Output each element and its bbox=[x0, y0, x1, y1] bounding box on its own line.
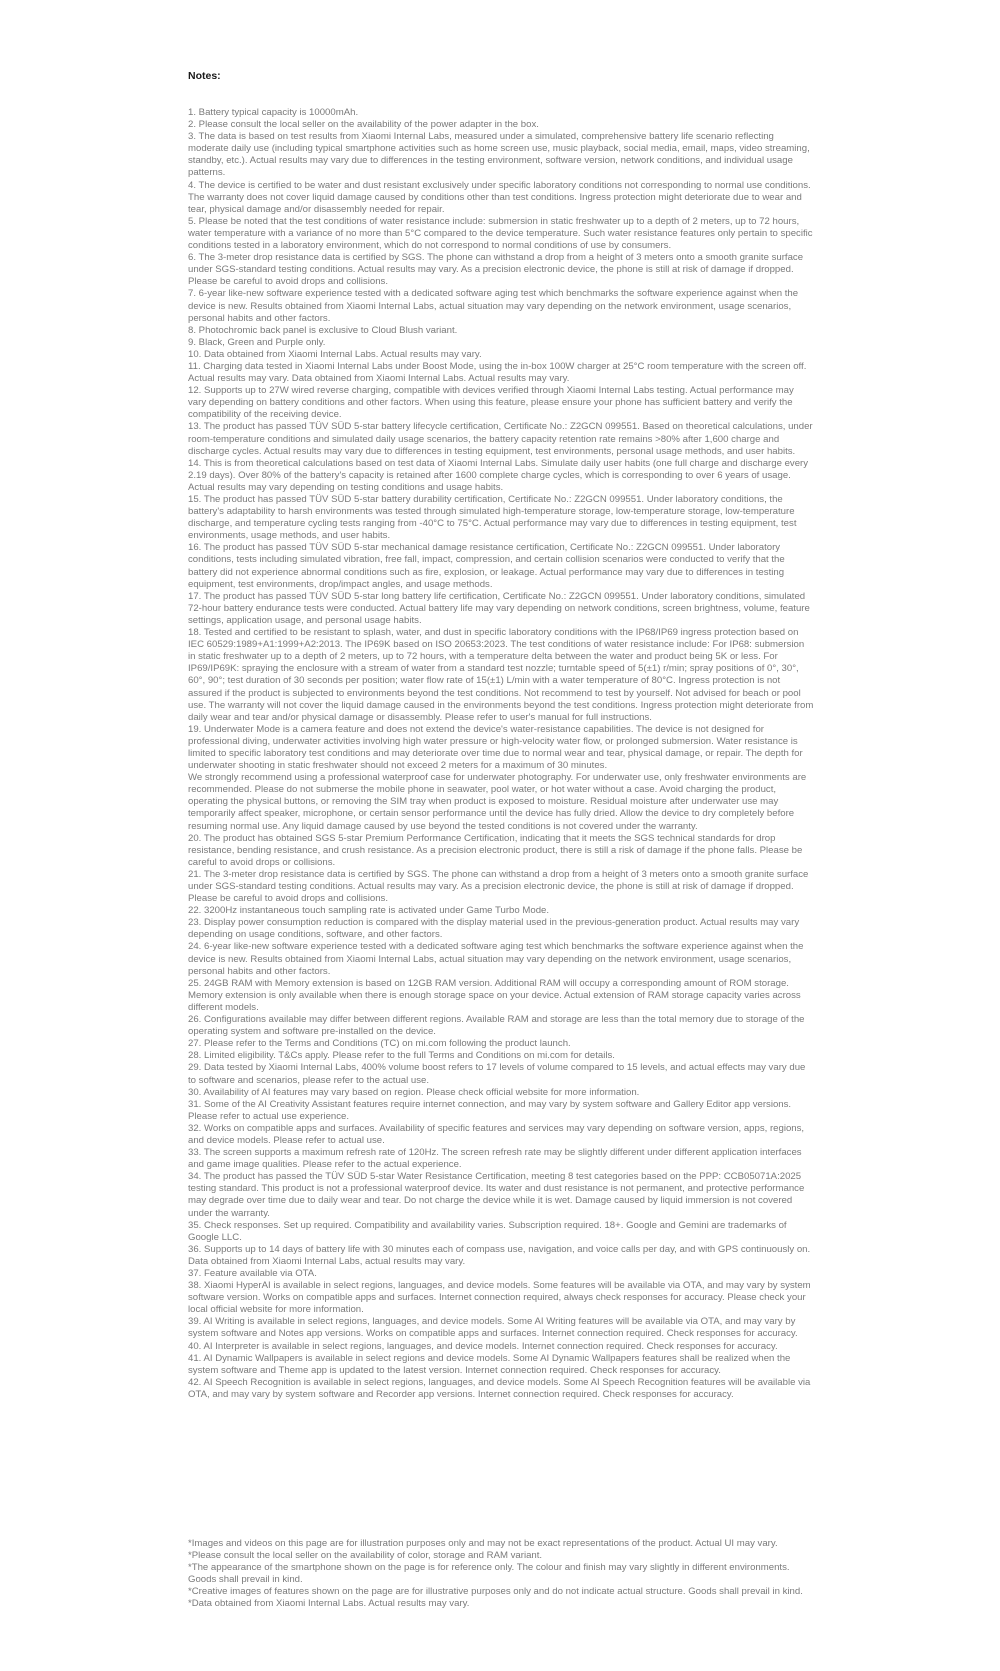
disclaimer-item: *Data obtained from Xiaomi Internal Labs. Actual results may vary. bbox=[188, 1598, 470, 1610]
note-item: 33. The screen supports a maximum refresh rate of 120Hz. The screen refresh rate may be slightly different under different application interfaces and game image qualities. Please refer to the actual experience. bbox=[188, 1147, 802, 1171]
note-item: 35. Check responses. Set up required. Compatibility and availability varies. Subscription required. 18+. Google and Gemini are trademarks of Google LLC. bbox=[188, 1219, 787, 1243]
note-item: 16. The product has passed TÜV SÜD 5-star mechanical damage resistance certification, Certificate No.: Z2GCN 099551. Under laboratory conditions, tests including simulated vibration, free fall, impact, compression, and certain collision scenarios were conducted to verify that the battery did not experience abnormal conditions such as fire, explosion, or leakage. Actual performance may vary due to differences in testing equipment, test environments, drop/impact angles, and usage methods. bbox=[188, 542, 785, 590]
note-item: 25. 24GB RAM with Memory extension is based on 12GB RAM version. Additional RAM will occupy a corresponding amount of ROM storage. Memory extension is only available when there is enough storage space on your device. Actual extension of RAM storage capacity varies across different models. bbox=[188, 977, 801, 1013]
note-item: 30. Availability of AI features may vary based on region. Please check official website for more information. bbox=[188, 1086, 640, 1098]
note-item: 9. Black, Green and Purple only. bbox=[188, 336, 326, 348]
note-item: 5. Please be noted that the test conditions of water resistance include: submersion in static freshwater up to a depth of 2 meters, up to 72 hours, water temperature with a variance of no more than 5°C compared to the device temperature. Such water resistance features only pertain to specific conditions tested in a laboratory environment, which do not correspond to normal conditions of use by consumers. bbox=[188, 215, 813, 252]
note-item: 38. Xiaomi HyperAI is available in select regions, languages, and device models. Some features will be available via OTA, and may vary by system software version. Works on compatible apps and surfaces. Internet connection required, always check responses for accuracy. Please check your local official website for more information. bbox=[188, 1280, 811, 1316]
note-item: 4. The device is certified to be water and dust resistant exclusively under specific laboratory conditions not corresponding to normal use conditions. The warranty does not cover liquid damage caused by conditions other than test conditions. Ingress protection might deteriorate due to wear and tear, physical damage and/or disassembly needed for repair. bbox=[188, 179, 811, 215]
note-item: 24. 6-year like-new software experience tested with a dedicated software aging test which benchmarks the software experience against when the device is new. Results obtained from Xiaomi Internal Labs, actual situation may vary depending on the network environment, usage scenarios, personal habits and other factors. bbox=[188, 941, 804, 977]
note-item: 17. The product has passed TÜV SÜD 5-star long battery life certification, Certificate No.: Z2GCN 099551. Under laboratory conditions, simulated 72-hour battery endurance tests were conducted. Actual battery life may vary depending on network conditions, screen brightness, volume, feature settings, application usage, and personal usage habits. bbox=[188, 590, 810, 626]
note-item: 14. This is from theoretical calculations based on test data of Xiaomi Internal Labs. Simulate daily user habits (one full charge and discharge every 2.19 days). Over 80% of the battery's capacity is retained after 1600 complete charge cycles, which is corresponding to over 6 years of usage. Actual results may vary depending on testing conditions and usage habits. bbox=[188, 457, 809, 493]
disclaimer-item: *The appearance of the smartphone shown on the page is for reference only. The colour and finish may vary slightly in different environments. Goods shall prevail in kind. bbox=[188, 1562, 790, 1586]
note-item: 11. Charging data tested in Xiaomi Internal Labs under Boost Mode, using the in-box 100W charger at 25°C room temperature with the screen off. Actual results may vary. Data obtained from Xiaomi Internal Labs. Actual results may vary. bbox=[188, 360, 807, 385]
note-item: 15. The product has passed TÜV SÜD 5-star battery durability certification, Certificate No.: Z2GCN 099551. Under laboratory conditions, the battery's adaptability to harsh environments was tested through simulated high-temperature storage, low-temperature storage, low-temperature discharge, and temperature cycling tests ranging from -40°C to 75°C. Actual performance may vary due to differences in testing equipment, test environments, usage methods, and user habits. bbox=[188, 494, 797, 542]
note-item: 19. Underwater Mode is a camera feature and does not extend the device's water-resistance capabilities. The device is not designed for professional diving, underwater activities involving high water pressure or high-velocity water flow, or prolonged submersion. Water resistance is limited to specific laboratory test conditions and may deteriorate over time due to normal wear and tear, physical damage, or repair. The depth for underwater shooting in static freshwater should not exceed 2 meters for a maximum of 30 minutes. bbox=[188, 723, 803, 772]
disclaimers-section bbox=[188, 1538, 814, 1611]
note-item: 32. Works on compatible apps and surfaces. Availability of specific features and services may vary depending on software version, apps, regions, and device models. Please refer to actual use. bbox=[188, 1122, 805, 1146]
note-item: 28. Limited eligibility. T&Cs apply. Please refer to the full Terms and Conditions on mi.com for details. bbox=[188, 1050, 615, 1062]
note-item: We strongly recommend using a professional waterproof case for underwater photography. For underwater use, only freshwater environments are recommended. Please do not submerse the mobile phone in seawater, pool water, or hot water without a case. Avoid charging the product, operating the physical buttons, or removing the SIM tray when product is exposed to moisture. Residual moisture after underwater use may temporarily affect speaker, microphone, or certain sensor performance until the device has fully dried. Allow the device to dry completely before resuming normal use. Any liquid damage caused by use beyond the tested conditions is not covered under the warranty. bbox=[188, 772, 807, 832]
note-item: 27. Please refer to the Terms and Conditions (TC) on mi.com following the product launch. bbox=[188, 1038, 571, 1050]
note-item: 18. Tested and certified to be resistant to splash, water, and dust in specific laboratory conditions with the IP68/IP69 ingress protection based on IEC 60529:1989+A1:1999+A2:2013. The IP69K based on ISO 20653:2023. The test conditions of water resistance include: For IP68: submersion in static freshwater up to a depth of 2 meters, up to 72 hours, with a temperature delta between the water and product being 5K or less. For IP69/IP69K: spraying the enclosure with a stream of water from a standard test nozzle; turntable speed of 5(±1) r/min; spray positions of 0°, 30°, 60°, 90°; test duration of 30 seconds per position; water flow rate of 15(±1) L/min with a water temperature of 80°C. Ingress protection is not assured if the product is subjected to environments beyond the test conditions. Not recommend to test by yourself. Not advised for beach or pool use. The warranty will not cover the liquid damage caused in the environments beyond the test conditions. Ingress protection might deteriorate from daily wear and tear and/or physical damage or disassembly. Please refer to user's manual for full instructions. bbox=[188, 627, 814, 723]
note-item: 23. Display power consumption reduction is compared with the display material used in the previous-generation product. Actual results may vary depending on usage conditions, software, and other factors. bbox=[188, 917, 800, 941]
note-item: 22. 3200Hz instantaneous touch sampling rate is activated under Game Turbo Mode. bbox=[188, 905, 550, 917]
disclaimer-item: *Please consult the local seller on the availability of color, storage and RAM variant. bbox=[188, 1550, 543, 1562]
note-item: 3. The data is based on test results from Xiaomi Internal Labs, measured under a simulated, comprehensive battery life scenario reflecting moderate daily use (including typical smartphone activities such as home screen use, music playback, social media, email, maps, video streaming, standby, etc.). Actual results may vary due to differences in the testing environment, software version, network conditions, and individual usage patterns. bbox=[188, 131, 810, 179]
notes-title: Notes: bbox=[188, 70, 221, 82]
note-item: 2. Please consult the local seller on the availability of the power adapter in the box. bbox=[188, 119, 539, 131]
note-item: 8. Photochromic back panel is exclusive to Cloud Blush variant. bbox=[188, 324, 458, 336]
note-item: 40. AI Interpreter is available in select regions, languages, and device models. Internet connection required. Check responses for accuracy. bbox=[188, 1340, 778, 1352]
note-item: 26. Configurations available may differ between different regions. Available RAM and storage are less than the total memory due to storage of the operating system and software pre-installed on the device. bbox=[188, 1014, 805, 1038]
note-item: 39. AI Writing is available in select regions, languages, and device models. Some AI Writing features will be available via OTA, and may vary by system software and Notes app versions. Works on compatible apps and surfaces. Internet connection required. Check responses for accuracy. bbox=[188, 1316, 798, 1340]
note-item: 34. The product has passed the TÜV SÜD 5-star Water Resistance Certification, meeting 8 test categories based on the PPP: CCB05071A:2025 testing standard. This product is not a professional waterproof device. Its water and dust resistance is not permanent, and protective performance may degrade over time due to daily wear and tear. Do not charge the device while it is wet. Damage caused by liquid immersion is not covered under the warranty. bbox=[188, 1171, 805, 1219]
note-item: 10. Data obtained from Xiaomi Internal Labs. Actual results may vary. bbox=[188, 348, 482, 360]
disclaimer-item: *Creative images of features shown on the page are for illustrative purposes only and do not indicate actual structure. Goods shall prevail in kind. bbox=[188, 1586, 803, 1598]
note-item: 12. Supports up to 27W wired reverse charging, compatible with devices verified through Xiaomi Internal Labs testing. Actual performance may vary depending on battery conditions and other factors. When using this feature, please ensure your phone has sufficient battery and verify the compatibility of the receiving device. bbox=[188, 385, 794, 421]
note-item: 1. Battery typical capacity is 10000mAh. bbox=[188, 107, 359, 118]
note-item: 29. Data tested by Xiaomi Internal Labs, 400% volume boost refers to 17 levels of volume compared to 15 levels, and actual effects may vary due to software and scenarios, please refer to the actual use. bbox=[188, 1062, 806, 1086]
note-item: 13. The product has passed TÜV SÜD 5-star battery lifecycle certification, Certificate No.: Z2GCN 099551. Based on theoretical calculations, under room-temperature conditions and simulated daily usage scenarios, the battery capacity retention rate remains >80% after 1,600 charge and discharge cycles. Actual results may vary due to differences in testing equipment, test environments, personal usage methods, and user habits. bbox=[188, 421, 813, 457]
note-item: 31. Some of the AI Creativity Assistant features require internet connection, and may vary by system software and Gallery Editor app versions. Please refer to actual use experience. bbox=[188, 1098, 792, 1122]
note-item: 37. Feature available via OTA. bbox=[188, 1268, 317, 1279]
note-item: 21. The 3-meter drop resistance data is certified by SGS. The phone can withstand a drop from a height of 3 meters onto a smooth granite surface under SGS-standard testing conditions. Actual results may vary. As a precision electronic device, the phone is still at risk of damage if dropped. Please be careful to avoid drops and collisions. bbox=[188, 868, 809, 905]
notes-list bbox=[188, 107, 814, 1401]
disclaimer-item: *Images and videos on this page are for illustration purposes only and may not be exact representations of the product. Actual UI may vary. bbox=[188, 1538, 778, 1549]
note-item: 41. AI Dynamic Wallpapers is available in select regions and device models. Some AI Dynamic Wallpapers features shall be realized when the system software and Theme app is updated to the latest version. Internet connection required. Check responses for accuracy. bbox=[188, 1352, 791, 1376]
note-item: 42. AI Speech Recognition is available in select regions, languages, and device models. Some AI Speech Recognition features will be available via OTA, and may vary by system software and Recorder app versions. Internet connection required. Check responses for accuracy. bbox=[188, 1376, 811, 1400]
note-item: 6. The 3-meter drop resistance data is certified by SGS. The phone can withstand a drop from a height of 3 meters onto a smooth granite surface under SGS-standard testing conditions. Actual results may vary. As a precision electronic device, the phone is still at risk of damage if dropped. Please be careful to avoid drops and collisions. bbox=[188, 252, 804, 288]
note-item: 36. Supports up to 14 days of battery life with 30 minutes each of compass use, navigation, and voice calls per day, and with GPS continuously on. Data obtained from Xiaomi Internal Labs, actual results may vary. bbox=[188, 1243, 811, 1267]
notes-section bbox=[188, 70, 814, 1401]
note-item: 7. 6-year like-new software experience tested with a dedicated software aging test which benchmarks the software experience against when the device is new. Results obtained from Xiaomi Internal Labs, actual situation may vary depending on the network environment, usage scenarios, personal habits and other factors. bbox=[188, 288, 799, 324]
note-item: 20. The product has obtained SGS 5-star Premium Performance Certification, indicating that it meets the SGS technical standards for drop resistance, bending resistance, and crush resistance. As a precision electronic product, there is still a risk of damage if the phone falls. Please be careful to avoid drops or collisions. bbox=[188, 832, 803, 868]
